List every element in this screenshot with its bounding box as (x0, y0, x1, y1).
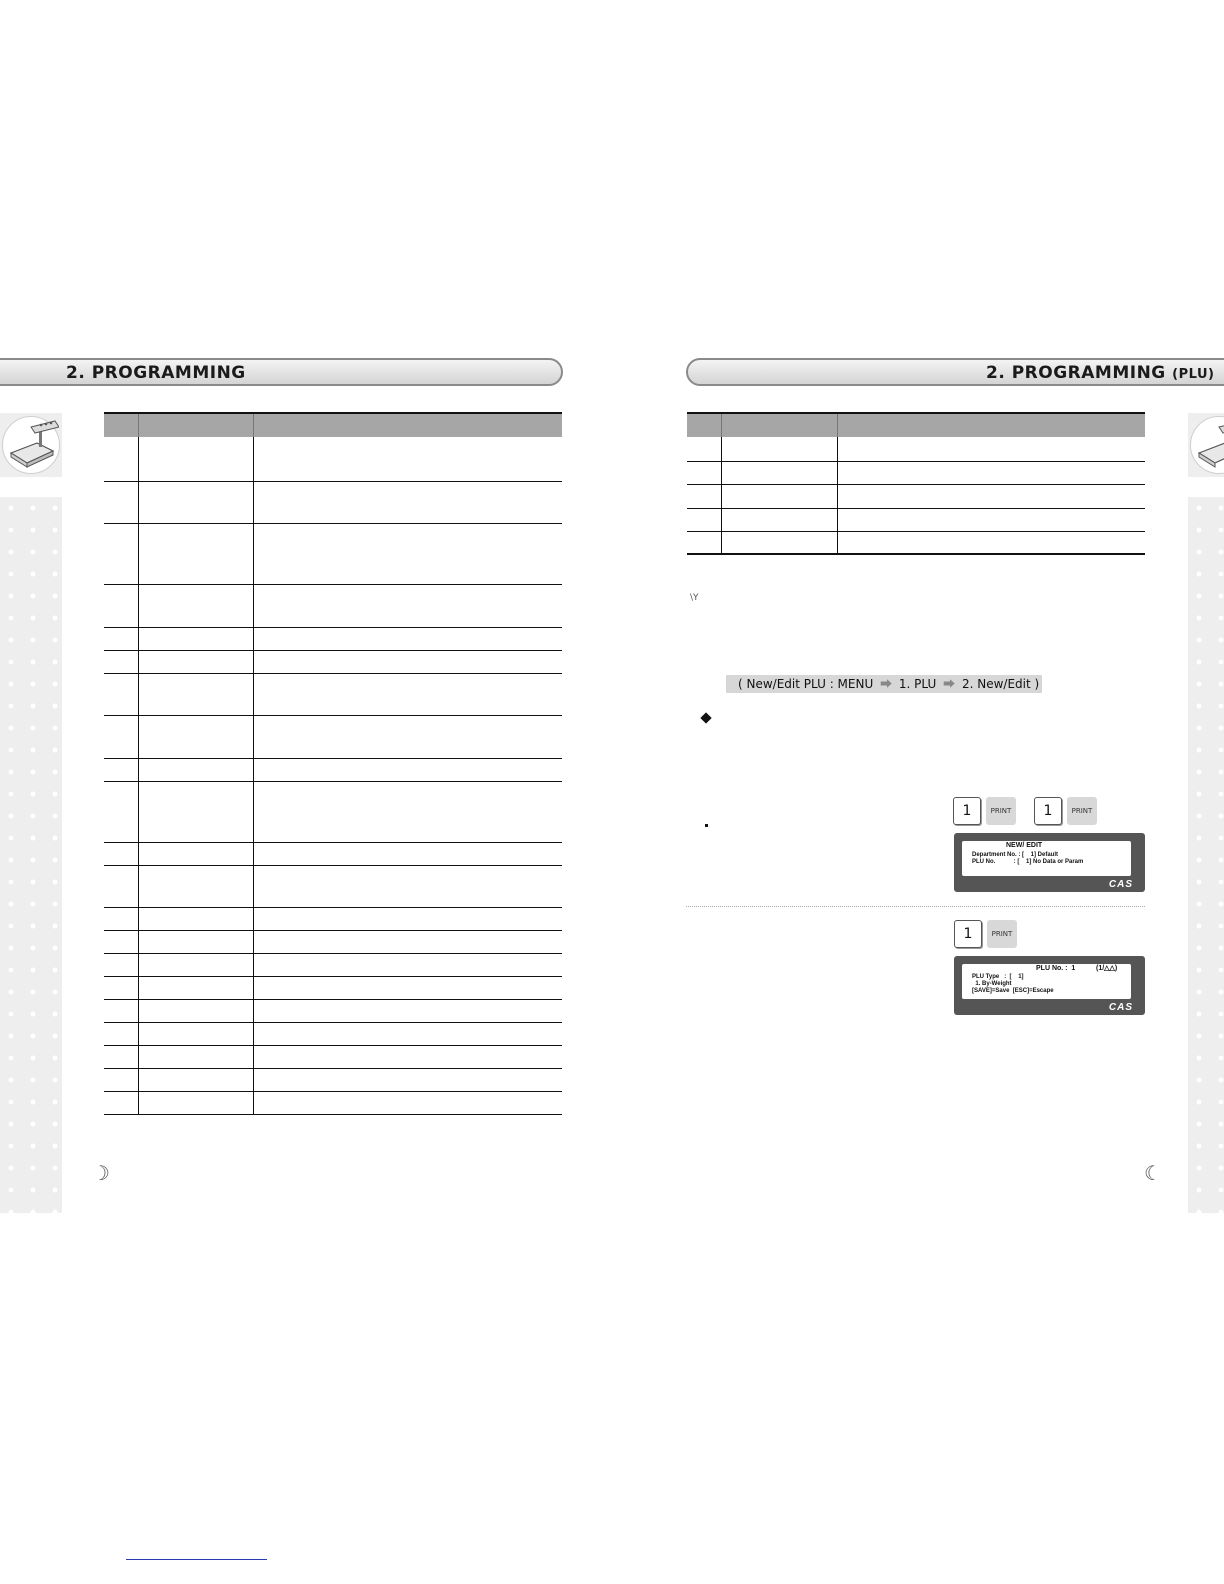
square-bullet-icon (705, 824, 708, 827)
left-icon-box (0, 413, 62, 477)
table-row (104, 650, 562, 673)
table-row (687, 437, 1145, 461)
key-1[interactable]: 1 (953, 797, 981, 825)
right-parameter-table (687, 412, 1145, 555)
cas-logo: CAS (1108, 1002, 1133, 1013)
table-row (687, 531, 1145, 554)
footer-link-underline (126, 1559, 267, 1560)
table-row (687, 484, 1145, 508)
scale-icon (1190, 416, 1224, 474)
table-row (104, 584, 562, 627)
right-header-banner (686, 358, 1224, 386)
lcd-plu-line: PLU No. : [ 1] No Data or Param (972, 859, 1084, 865)
key-1[interactable]: 1 (954, 920, 982, 948)
table-row (104, 865, 562, 907)
left-page-title: 2. PROGRAMMING (66, 363, 246, 383)
table-row (104, 999, 562, 1022)
breadcrumb-start: ( New/Edit PLU : MENU (738, 677, 874, 691)
left-dotted-strip (0, 497, 62, 1213)
table-row (687, 461, 1145, 484)
table-header-cell (138, 413, 253, 437)
arrow-right-icon: ⮕ (943, 677, 956, 691)
table-row (104, 715, 562, 758)
table-row (104, 930, 562, 953)
lcd-screen (962, 964, 1131, 999)
right-page-title: 2. PROGRAMMING (PLU) (986, 363, 1215, 383)
right-page-number-mark: ☾ (1144, 1161, 1162, 1185)
table-row (104, 673, 562, 715)
table-header-row (687, 413, 1145, 437)
lcd-screen (962, 841, 1131, 876)
left-header-banner (0, 358, 563, 386)
table-row (104, 758, 562, 781)
lcd-option-line: 1. By-Weight (972, 981, 1012, 987)
lcd-display-plu-type (954, 956, 1145, 1015)
left-page-number-mark: ☽ (92, 1161, 110, 1185)
lcd-department-line: Department No. : [ 1] Default (972, 852, 1059, 858)
lcd-title: NEW/ EDIT (1006, 842, 1043, 849)
breadcrumb-step2: 2. New/Edit ) (961, 677, 1040, 691)
scale-icon (2, 416, 60, 474)
print-key[interactable]: PRINT (1067, 797, 1097, 825)
section-divider (686, 906, 1145, 907)
table-row (104, 976, 562, 999)
stray-mark: \Y (690, 593, 699, 603)
right-dotted-strip (1188, 497, 1224, 1213)
table-row (104, 523, 562, 584)
menu-path-breadcrumb (726, 675, 1042, 693)
table-header-cell (104, 413, 138, 437)
table-header-cell (687, 413, 721, 437)
table-row (104, 781, 562, 842)
lcd-title: PLU No. : 1 (1036, 965, 1076, 972)
key-1[interactable]: 1 (1034, 797, 1062, 825)
left-parameter-table (104, 412, 562, 1115)
table-header-cell (721, 413, 837, 437)
lcd-plu-type-line: PLU Type : [ 1] (972, 974, 1024, 980)
table-row (104, 1091, 562, 1114)
table-row (104, 627, 562, 650)
arrow-right-icon: ⮕ (880, 677, 893, 691)
table-header-cell (837, 413, 1145, 437)
table-row (104, 1022, 562, 1045)
breadcrumb-step1: 1. PLU (898, 677, 937, 691)
lcd-page-indicator: (1/△△) (1096, 965, 1118, 972)
table-header-cell (253, 413, 562, 437)
cas-logo: CAS (1108, 879, 1133, 890)
lcd-help-line: [SAVE]=Save [ESC]=Escape (972, 988, 1054, 994)
right-icon-box (1188, 413, 1224, 477)
table-row (104, 481, 562, 523)
table-row (104, 1045, 562, 1068)
print-key[interactable]: PRINT (986, 797, 1016, 825)
table-row (104, 953, 562, 976)
table-row (687, 508, 1145, 531)
table-header-row (104, 413, 562, 437)
table-row (104, 842, 562, 865)
table-row (104, 437, 562, 481)
lcd-display-new-edit (954, 833, 1145, 892)
table-row (104, 907, 562, 930)
print-key[interactable]: PRINT (987, 920, 1017, 948)
table-row (104, 1068, 562, 1091)
diamond-bullet-icon (700, 712, 711, 723)
